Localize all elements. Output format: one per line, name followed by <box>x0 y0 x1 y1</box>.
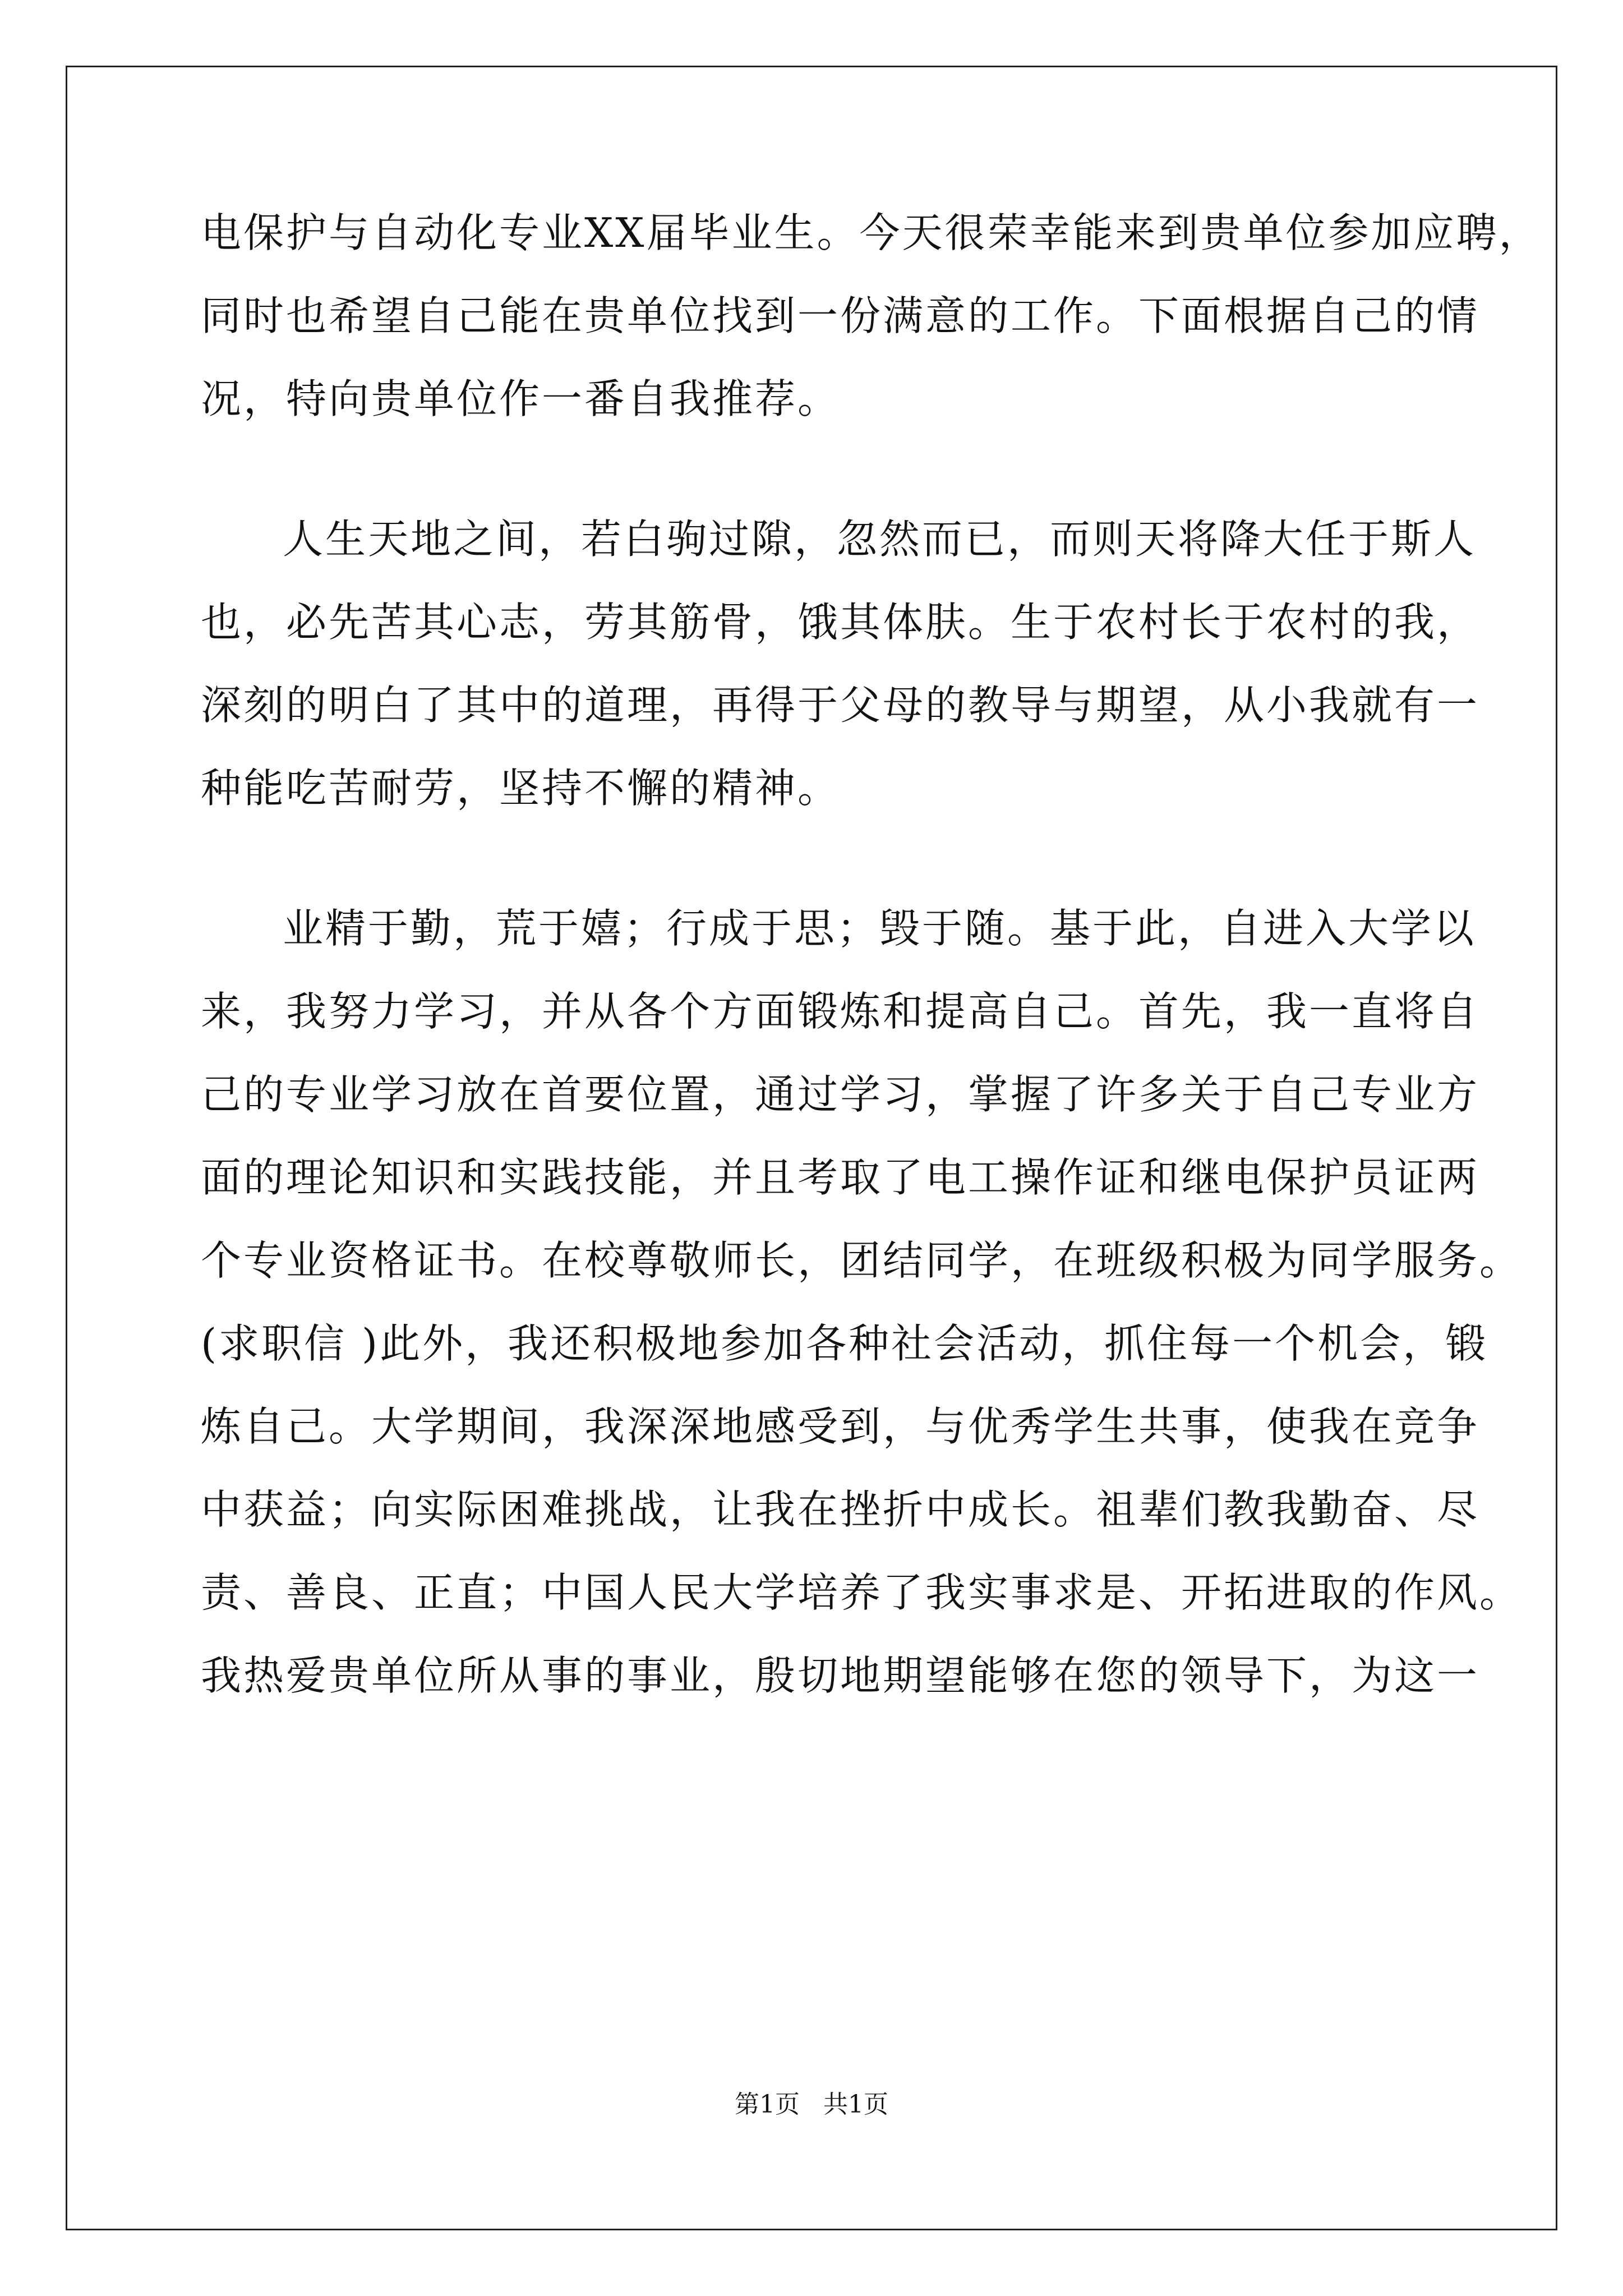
text-line-14: 炼自己。大学期间，我深深地感受到，与优秀学生共事，使我在竞争 <box>201 1403 1480 1450</box>
text-line-3: 况，特向贵单位作一番自我推荐。 <box>201 375 841 422</box>
page-number-footer: 第1页 共1页 <box>735 2090 888 2119</box>
text-line-17: 我热爱贵单位所从事的事业，殷切地期望能够在您的领导下，为这一 <box>201 1652 1480 1699</box>
text-line-2: 同时也希望自己能在贵单位找到一份满意的工作。下面根据自己的情 <box>201 292 1480 339</box>
text-line-16: 责、善良、正直；中国人民大学培养了我实事求是、开拓进取的作风。 <box>201 1569 1523 1616</box>
text-line-15: 中获益；向实际困难挑战，让我在挫折中成长。祖辈们教我勤奋、尽 <box>201 1486 1480 1533</box>
text-line-10: 己的专业学习放在首要位置，通过学习，掌握了许多关于自己专业方 <box>201 1071 1480 1118</box>
text-line-12: 个专业资格证书。在校尊敬师长，团结同学，在班级积极为同学服务。 <box>201 1237 1523 1284</box>
text-line-4: 人生天地之间，若白驹过隙，忽然而已，而则天将降大任于斯人 <box>283 516 1477 563</box>
text-line-9: 来，我努力学习，并从各个方面锻炼和提高自己。首先，我一直将自 <box>201 988 1480 1035</box>
text-line-5: 也，必先苦其心志，劳其筋骨，饿其体肤。生于农村长于农村的我， <box>201 599 1480 646</box>
text-line-11: 面的理论知识和实践技能，并且考取了电工操作证和继电保护员证两 <box>201 1154 1480 1201</box>
text-line-6: 深刻的明白了其中的道理，再得于父母的教导与期望，从小我就有一 <box>201 682 1480 729</box>
text-line-8: 业精于勤，荒于嬉；行成于思；毁于随。基于此，自进入大学以 <box>283 905 1477 952</box>
text-line-7: 种能吃苦耐劳，坚持不懈的精神。 <box>201 765 841 812</box>
text-line-13: (求职信 )此外，我还积极地参加各种社会活动，抓住每一个机会，锻 <box>201 1320 1488 1367</box>
text-line-1: 电保护与自动化专业XX届毕业生。今天很荣幸能来到贵单位参加应聘， <box>201 209 1542 256</box>
